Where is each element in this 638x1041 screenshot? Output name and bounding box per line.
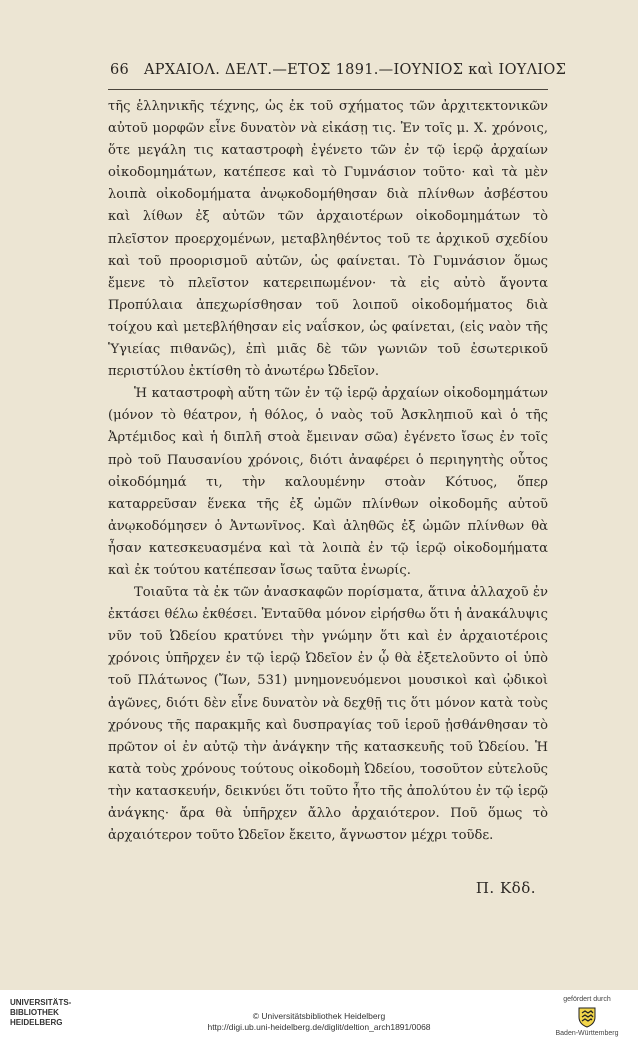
digitization-footer [0,990,638,1041]
permalink[interactable]: http://digi.ub.uni-heidelberg.de/diglit/deltion_arch1891/0068 [207,1022,431,1032]
funder-name: Baden-Württemberg [555,1030,619,1037]
paragraph-3: Τοιαῦτα τὰ ἐκ τῶν ἀνασκαφῶν πορίσματα, ἅτινα ἀλλαχοῦ ἐν ἐκτάσει θέλω ἐκθέσει. Ἐνταῦθα μόνον εἰρήσθω ὅτι ἡ ἀνακάλυψις νῦν τοῦ Ὠδείου κρατύνει τὴν γνώμην ὅτι καὶ ἐν ἀρχαιοτέροις χρόνοις ὑπῆρχεν ἐν τῷ ἱερῷ Ὠδεῖον ἐν ᾧ θὰ ἐξετελοῦντο οἱ ὑπὸ τοῦ Πλάτωνος (Ἴων, 531) μνημονευόμενοι μουσικοὶ καὶ ᾠδικοὶ ἀγῶνες, διότι δὲν εἶνε δυνατὸν νὰ δεχθῇ τις ὅτι μόνον κατὰ τοὺς χρόνους τῆς παρακμῆς καὶ δυσπραγίας τοῦ ἱεροῦ ᾐσθάνθησαν τὸ πρῶτον οἱ ἐν αὐτῷ τὴν ἀνάγκην τῆς κατασκευῆς τοῦ Ὠδείου. Ἡ κατὰ τοὺς χρόνους τούτους οἰκοδομὴ Ὠδείου, τοσοῦτον εὐτελοῦς τὴν κατασκευήν, δεικνύει ὅτι τοῦτο ἦτο τῆς ἀπολύτου ἐν τῷ ἱερῷ ἀνάγκης· ἄρα θὰ ὑπῆρχεν ἄλλο ἀρχαιότερον. Ποῦ ὅμως τὸ ἀρχαιότερον τοῦτο Ὠδεῖον ἔκειτο, ἄγνωστον μέχρι τοῦδε. [108,585,548,844]
running-title: ΑΡΧΑΙΟΛ. ΔΕΛΤ.—ΕΤΟΣ 1891.—ΙΟΥΝΙΟΣ καὶ ΙΟΥΛΙΟΣ [144,62,567,78]
copyright-notice: © Universitätsbibliothek Heidelberg [252,1011,386,1021]
page-number: 66 [110,62,130,78]
coat-of-arms-icon [576,1006,598,1028]
funded-by-label: gefördert durch [563,996,611,1003]
running-header [110,62,567,84]
paragraph-1: τῆς ἑλληνικῆς τέχνης, ὡς ἐκ τοῦ σχήματος τῶν ἀρχιτεκτονικῶν αὐτοῦ μορφῶν εἶνε δυνατὸν νὰ εἰκάσῃ τις. Ἐν τοῖς μ. Χ. χρόνοις, ὅτε μεγάλη τις καταστροφὴ ἐγένετο τῶν ἐν τῷ ἱερῷ ἀρχαίων οἰκοδομημάτων, κατέπεσε καὶ τὸ Γυμνάσιον τοῦτο· καὶ τὰ μὲν λοιπὰ οἰκοδομήματα ἀνῳκοδομήθησαν διὰ πλίνθων ἀσβέστου καὶ λίθων ἐξ αὐτῶν τῶν ἀρχαιοτέρων οἰκοδομημάτων τὸ πλεῖστον προερχομένων, μεταβληθέντος τοῦ τε ἀρχικοῦ σχεδίου καὶ τοῦ προορισμοῦ αὐτῶν, ὡς φαίνεται. Τὸ Γυμνάσιον ὅμως ἔμενε τὸ πλεῖστον κατερειπωμένον· τὰ εἰς αὐτὸ ἄγοντα Προπύλαια ἀπεχωρίσθησαν τοῦ λοιποῦ οἰκοδομήματος διὰ τοίχου καὶ μετεβλήθησαν εἰς ναΐσκον, ὡς φαίνεται, (εἰς ναὸν τῆς Ὑγιείας πιθανῶς), ἐπὶ μιᾶς δὲ τῶν γωνιῶν τοῦ ἐσωτερικοῦ περιστύλου ἐκτίσθη τὸ ἀνωτέρω Ὠδεῖον. [108,99,548,380]
paragraph-2: Ἡ καταστροφὴ αὕτη τῶν ἐν τῷ ἱερῷ ἀρχαίων οἰκοδομημάτων (μόνον τὸ θέατρον, ἡ θόλος, ὁ ναὸς τοῦ Ἀσκληπιοῦ καὶ ὁ τῆς Ἀρτέμιδος καὶ ἡ διπλῆ στοὰ ἔμειναν σῶα) ἐγένετο ἴσως ἐν τοῖς πρὸ τοῦ Παυσανίου χρόνοις, διότι ἀναφέρει ὁ περιηγητὴς οὗτος οἰκοδόμημά τι, τὴν καλουμένην στοὰν Κότυος, ὅπερ καταρρεῦσαν ἕνεκα τῆς ἐξ ὠμῶν πλίνθων οἰκοδομῆς αὐτοῦ ἀνῳκοδόμησεν ὁ Ἀντωνῖνος. Καὶ ἀληθῶς ἐξ ὠμῶν πλίνθων θὰ ἦσαν κατεσκευασμένα καὶ τὰ λοιπὰ ἐν τῷ ἱερῷ οἰκοδομήματα καὶ ἐκ τούτου κατέπεσαν ἴσως ταῦτα ἐνωρίς. [108,386,548,578]
article-body [108,96,548,847]
header-rule [108,89,548,90]
funder-block [542,996,632,1038]
library-name: UNIVERSITÄTS-BIBLIOTHEK HEIDELBERG [10,998,72,1027]
author-signature: Π. Κδδ. [475,879,536,897]
